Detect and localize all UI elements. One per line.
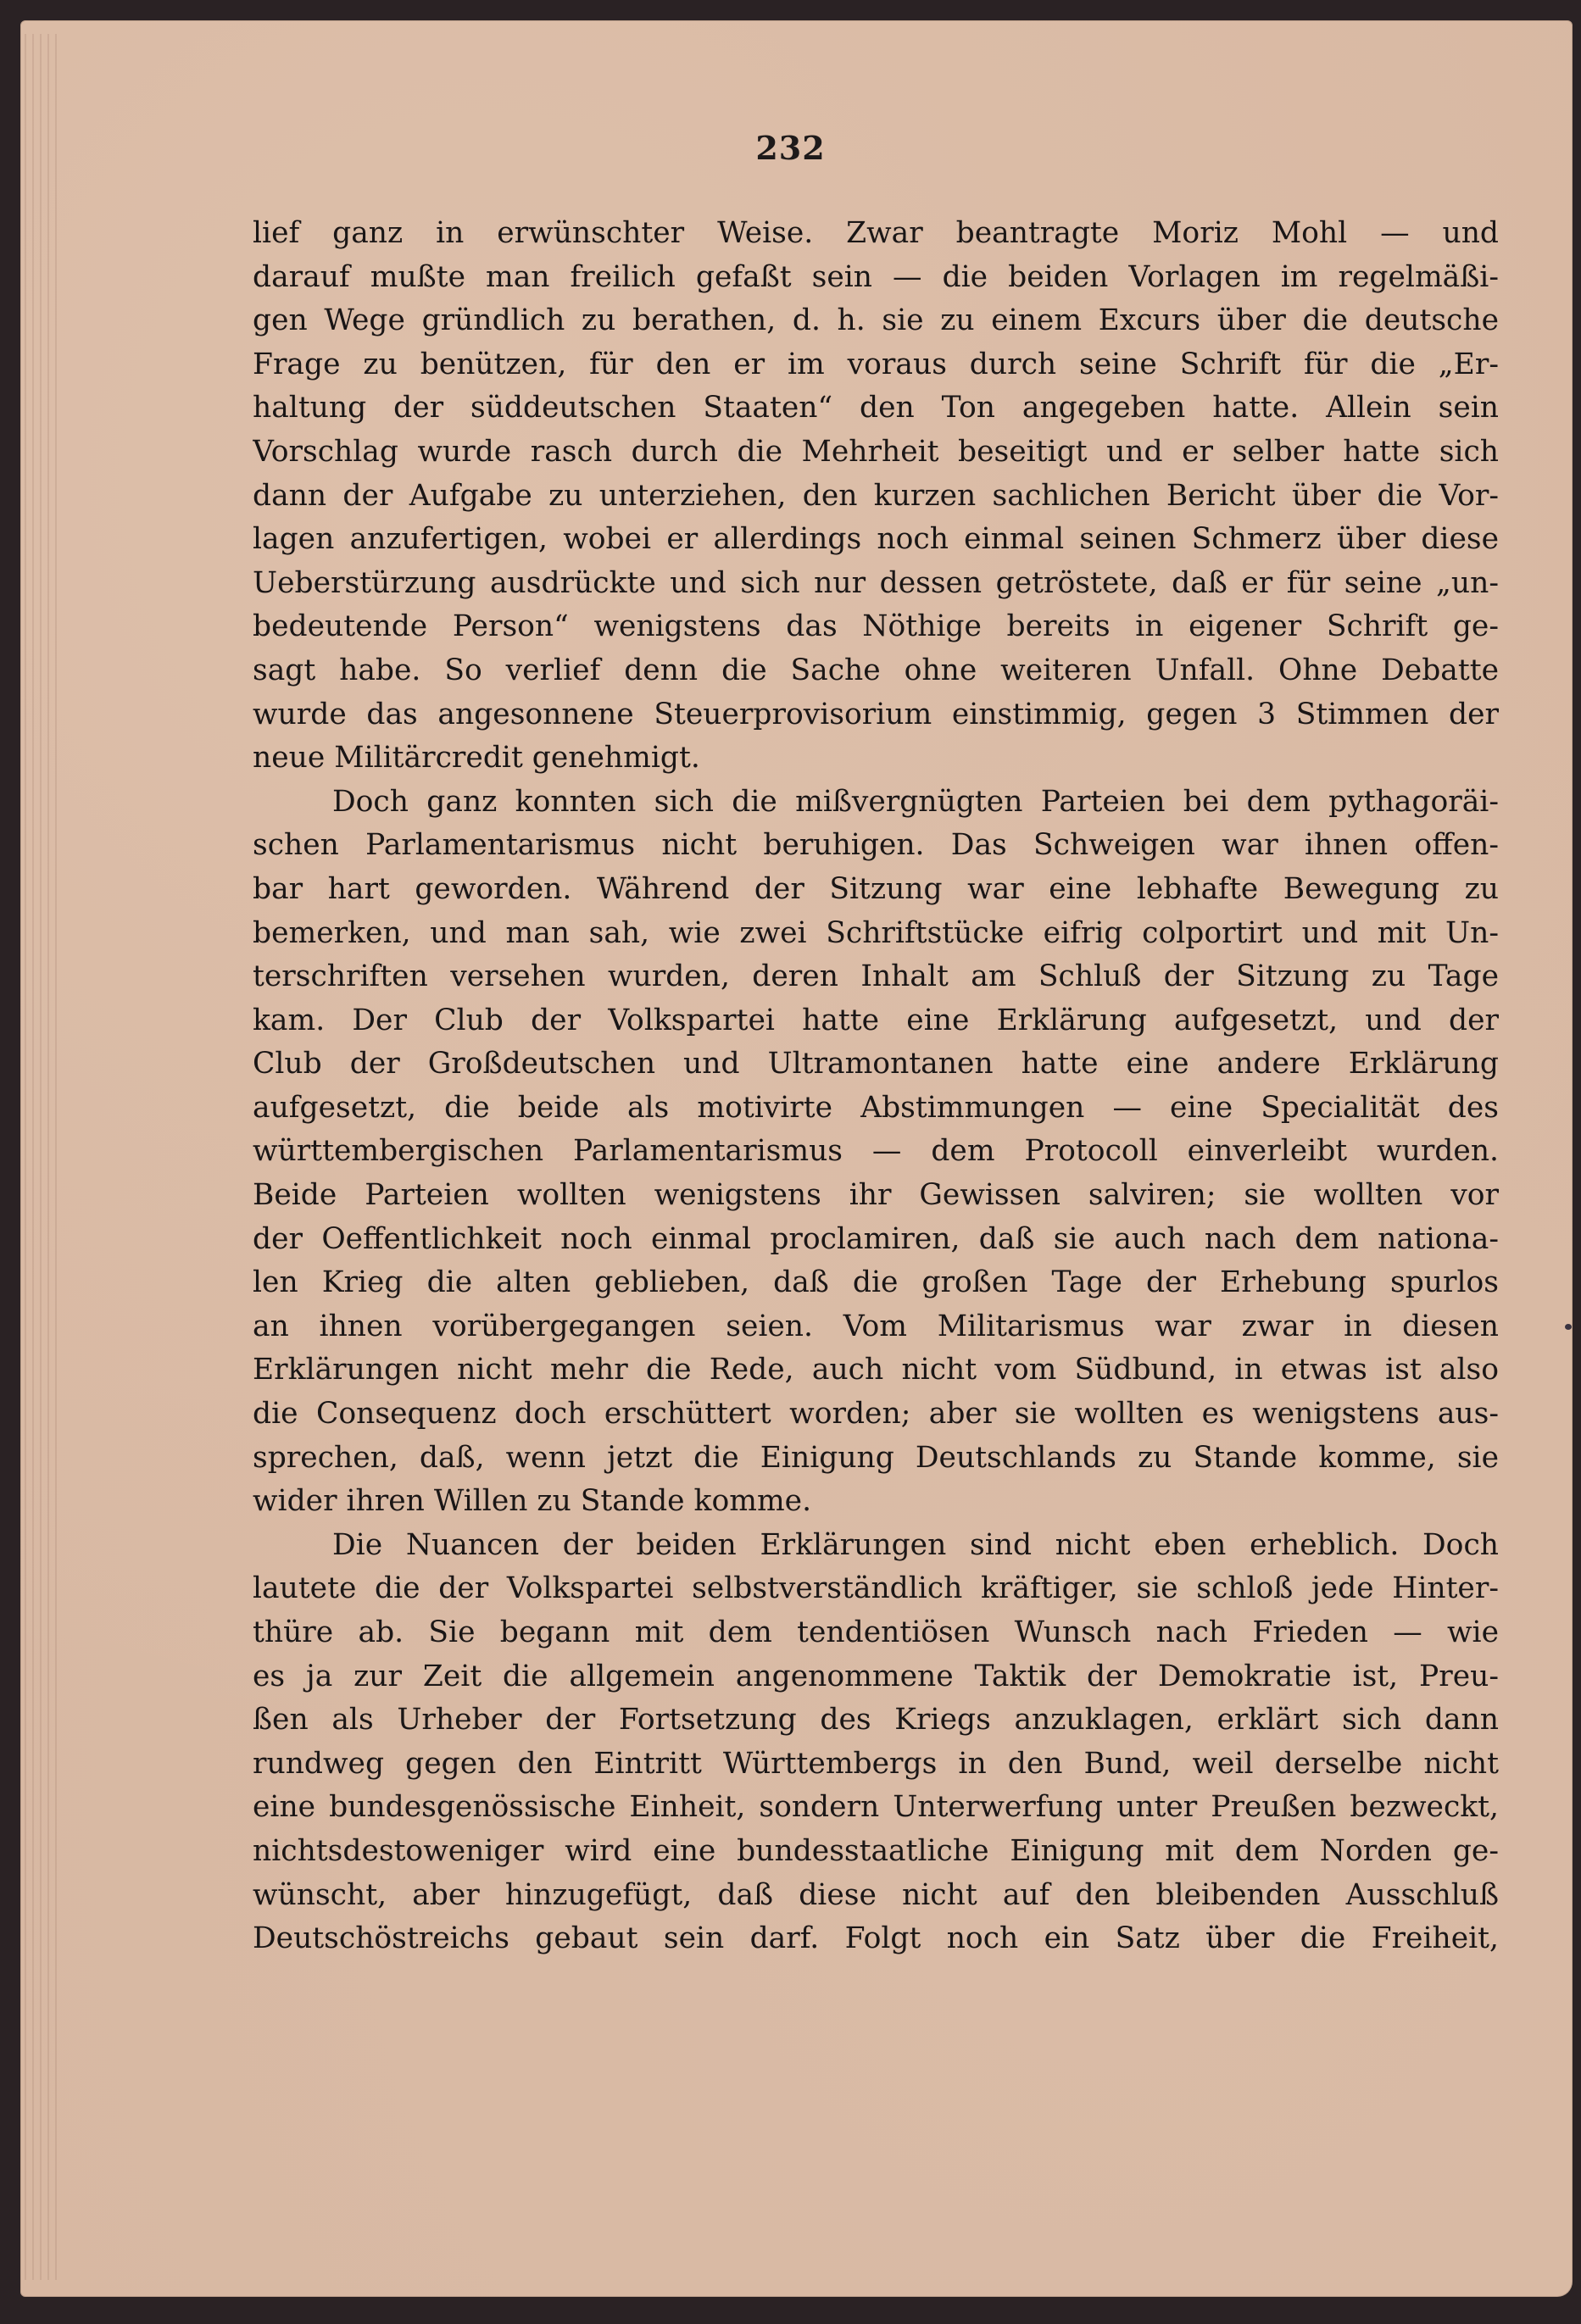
page-number: 232 (755, 129, 826, 167)
text-line: ßen als Urheber der Fortsetzung des Kriegs anzuklagen, erklärt sich dann (253, 1703, 1499, 1737)
text-line: lagen anzufertigen, wobei er allerdings noch einmal seinen Schmerz über diese (253, 522, 1499, 557)
text-line: haltung der süddeutschen Staaten“ den Ton angegeben hatte. Allein sein (253, 391, 1499, 425)
text-line: wünscht, aber hinzugefügt, daß diese nicht auf den bleibenden Ausschluß (253, 1877, 1499, 1912)
text-line: der Oeffentlichkeit noch einmal proclamiren, daß sie auch nach dem nationa- (253, 1221, 1499, 1256)
text-line: terschriften versehen wurden, deren Inhalt am Schluß der Sitzung zu Tage (253, 959, 1499, 994)
paragraph-start-line: Doch ganz konnten sich die mißvergnügten Parteien bei dem pythagoräi- (332, 784, 1499, 819)
text-line: Vorschlag wurde rasch durch die Mehrheit beseitigt und er selber hatte sich (253, 434, 1499, 469)
text-line: aufgesetzt, die beide als motivirte Abstimmungen — eine Specialität des (253, 1090, 1499, 1125)
text-line: nichtsdestoweniger wird eine bundesstaatliche Einigung mit dem Norden ge- (253, 1833, 1499, 1868)
text-line: sprechen, daß, wenn jetzt die Einigung Deutschlands zu Stande komme, sie (253, 1440, 1499, 1475)
text-line: lautete die der Volkspartei selbstverständlich kräftiger, sie schloß jede Hinter- (253, 1571, 1499, 1606)
text-line: kam. Der Club der Volkspartei hatte eine Erklärung aufgesetzt, und der (253, 1003, 1499, 1037)
text-line: rundweg gegen den Eintritt Württembergs in den Bund, weil derselbe nicht (253, 1746, 1499, 1781)
text-line: darauf mußte man freilich gefaßt sein — die beiden Vorlagen im regelmäßi- (253, 259, 1499, 294)
text-line: eine bundesgenössische Einheit, sondern Unterwerfung unter Preußen bezweckt, (253, 1790, 1499, 1825)
text-line: neue Militärcredit genehmigt. (253, 741, 700, 776)
text-line: Deutschöstreichs gebaut sein darf. Folgt noch ein Satz über die Freiheit, (253, 1921, 1499, 1956)
text-line: es ja zur Zeit die allgemein angenommene Taktik der Demokratie ist, Preu- (253, 1659, 1499, 1693)
text-line: wider ihren Willen zu Stande komme. (253, 1484, 812, 1519)
text-line: wurde das angesonnene Steuerprovisorium einstimmig, gegen 3 Stimmen der (253, 697, 1499, 731)
body-text (253, 212, 1499, 1961)
text-line: schen Parlamentarismus nicht beruhigen. Das Schweigen war ihnen offen- (253, 828, 1499, 863)
text-line: gen Wege gründlich zu berathen, d. h. sie zu einem Excurs über die deutsche (253, 303, 1499, 338)
text-line: Erklärungen nicht mehr die Rede, auch nicht vom Südbund, in etwas ist also (253, 1353, 1499, 1387)
text-line: lief ganz in erwünschter Weise. Zwar beantragte Moriz Mohl — und (253, 216, 1499, 250)
text-line: len Krieg die alten geblieben, daß die großen Tage der Erhebung spurlos (253, 1265, 1499, 1300)
text-line: an ihnen vorübergegangen seien. Vom Militarismus war zwar in diesen (253, 1309, 1499, 1343)
page-stack-edges (22, 34, 61, 2280)
ink-speck (1565, 1324, 1572, 1330)
text-line: die Consequenz doch erschüttert worden; aber sie wollten es wenigstens aus- (253, 1397, 1499, 1432)
paragraph-start-line: Die Nuancen der beiden Erklärungen sind nicht eben erheblich. Doch (332, 1527, 1499, 1562)
text-line: thüre ab. Sie begann mit dem tendentiösen Wunsch nach Frieden — wie (253, 1615, 1499, 1649)
text-line: Beide Parteien wollten wenigstens ihr Gewissen salviren; sie wollten vor (253, 1178, 1499, 1213)
text-line: bar hart geworden. Während der Sitzung war eine lebhafte Bewegung zu (253, 871, 1499, 906)
text-line: Club der Großdeutschen und Ultramontanen hatte eine andere Erklärung (253, 1047, 1499, 1081)
text-line: dann der Aufgabe zu unterziehen, den kurzen sachlichen Bericht über die Vor- (253, 478, 1499, 513)
text-line: Ueberstürzung ausdrückte und sich nur dessen getröstete, daß er für seine „un- (253, 565, 1499, 600)
text-line: bedeutende Person“ wenigstens das Nöthige bereits in eigener Schrift ge- (253, 609, 1499, 644)
text-line: Frage zu benützen, für den er im voraus durch seine Schrift für die „Er- (253, 347, 1499, 381)
text-line: württembergischen Parlamentarismus — dem Protocoll einverleibt wurden. (253, 1134, 1499, 1169)
text-line: bemerken, und man sah, wie zwei Schriftstücke eifrig colportirt und mit Un- (253, 915, 1499, 950)
text-line: sagt habe. So verlief denn die Sache ohne weiteren Unfall. Ohne Debatte (253, 653, 1499, 687)
